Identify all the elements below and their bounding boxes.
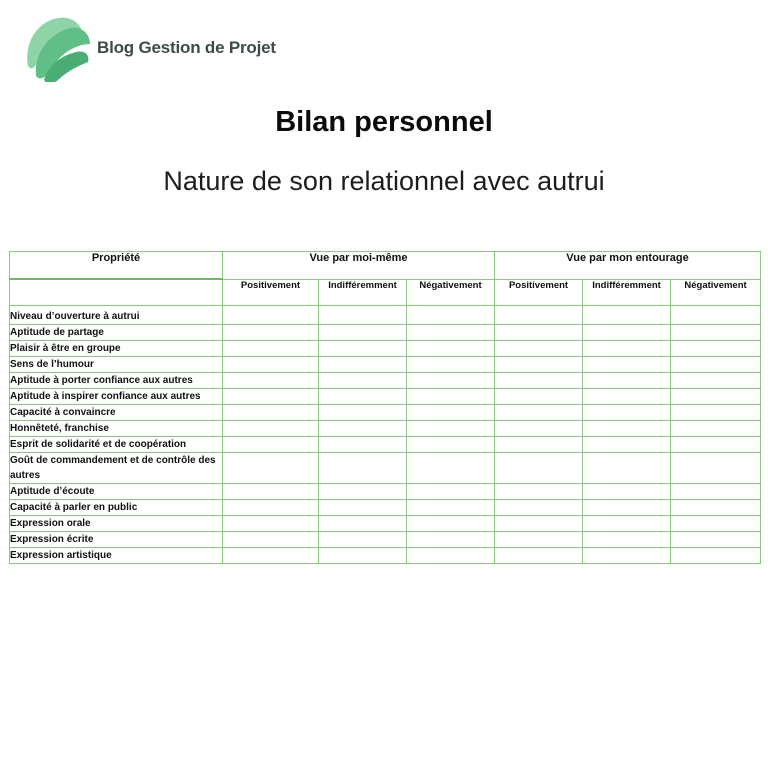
property-label: Honnêteté, franchise	[10, 421, 223, 437]
property-label: Niveau d’ouverture à autrui	[10, 306, 223, 325]
rating-cell-entourage-negative[interactable]	[671, 325, 761, 341]
rating-cell-self-indifferent[interactable]	[319, 484, 407, 500]
rating-cell-entourage-indifferent[interactable]	[583, 357, 671, 373]
rating-cell-entourage-indifferent[interactable]	[583, 405, 671, 421]
rating-cell-self-negative[interactable]	[407, 500, 495, 516]
rating-cell-entourage-indifferent[interactable]	[583, 306, 671, 325]
property-label: Capacité à convaincre	[10, 405, 223, 421]
rating-cell-entourage-negative[interactable]	[671, 357, 761, 373]
table-row	[10, 341, 761, 357]
self-assessment-table	[9, 251, 761, 564]
rating-cell-self-negative[interactable]	[407, 357, 495, 373]
table-row	[10, 357, 761, 373]
rating-cell-self-indifferent[interactable]	[319, 341, 407, 357]
subheader-entourage-positive: Positivement	[495, 279, 583, 306]
property-label: Expression écrite	[10, 532, 223, 548]
rating-cell-self-positive[interactable]	[223, 532, 319, 548]
rating-cell-self-indifferent[interactable]	[319, 500, 407, 516]
rating-cell-self-negative[interactable]	[407, 516, 495, 532]
rating-cell-self-positive[interactable]	[223, 341, 319, 357]
page-title: Bilan personnel	[275, 106, 493, 138]
rating-cell-entourage-negative[interactable]	[671, 341, 761, 357]
subheader-self-negative: Négativement	[407, 279, 495, 306]
subheader-entourage-indifferent: Indifféremment	[583, 279, 671, 306]
rating-cell-entourage-positive[interactable]	[495, 306, 583, 325]
property-label: Expression artistique	[10, 548, 223, 564]
subheader-blank	[10, 279, 223, 306]
rating-cell-entourage-negative[interactable]	[671, 389, 761, 405]
page-subtitle: Nature de son relationnel avec autrui	[163, 166, 605, 196]
rating-cell-entourage-indifferent[interactable]	[583, 373, 671, 389]
rating-cell-self-indifferent[interactable]	[319, 548, 407, 564]
property-label: Esprit de solidarité et de coopération	[10, 437, 223, 453]
property-label: Aptitude à inspirer confiance aux autres	[10, 389, 223, 405]
subheader-self-positive: Positivement	[223, 279, 319, 306]
property-label: Sens de l’humour	[10, 357, 223, 373]
rating-cell-self-negative[interactable]	[407, 484, 495, 500]
rating-cell-self-positive[interactable]	[223, 357, 319, 373]
rating-cell-entourage-positive[interactable]	[495, 405, 583, 421]
table-row	[10, 421, 761, 437]
rating-cell-self-indifferent[interactable]	[319, 532, 407, 548]
table-row	[10, 373, 761, 389]
property-label: Goût de commandement et de contrôle des autres	[10, 453, 223, 484]
rating-cell-self-negative[interactable]	[407, 373, 495, 389]
rating-cell-self-indifferent[interactable]	[319, 389, 407, 405]
rating-cell-self-positive[interactable]	[223, 373, 319, 389]
rating-cell-self-positive[interactable]	[223, 405, 319, 421]
rating-cell-self-negative[interactable]	[407, 389, 495, 405]
leaf-logo-icon	[22, 14, 92, 82]
property-label: Aptitude d’écoute	[10, 484, 223, 500]
rating-cell-self-positive[interactable]	[223, 516, 319, 532]
rating-cell-entourage-negative[interactable]	[671, 306, 761, 325]
rating-cell-self-indifferent[interactable]	[319, 405, 407, 421]
rating-cell-self-indifferent[interactable]	[319, 325, 407, 341]
rating-cell-entourage-negative[interactable]	[671, 405, 761, 421]
rating-cell-entourage-positive[interactable]	[495, 325, 583, 341]
rating-cell-entourage-indifferent[interactable]	[583, 516, 671, 532]
rating-cell-self-negative[interactable]	[407, 437, 495, 453]
brand-name: Blog Gestion de Projet	[97, 38, 276, 57]
rating-cell-self-negative[interactable]	[407, 421, 495, 437]
rating-cell-self-positive[interactable]	[223, 306, 319, 325]
rating-cell-self-positive[interactable]	[223, 484, 319, 500]
rating-cell-entourage-positive[interactable]	[495, 484, 583, 500]
rating-cell-entourage-indifferent[interactable]	[583, 484, 671, 500]
table-row	[10, 453, 761, 484]
rating-cell-entourage-negative[interactable]	[671, 437, 761, 453]
rating-cell-self-indifferent[interactable]	[319, 516, 407, 532]
property-label: Expression orale	[10, 516, 223, 532]
rating-cell-self-indifferent[interactable]	[319, 373, 407, 389]
rating-cell-entourage-positive[interactable]	[495, 453, 583, 484]
property-label: Plaisir à être en groupe	[10, 341, 223, 357]
header-property: Propriété	[10, 252, 223, 280]
table-row	[10, 516, 761, 532]
header-group-self: Vue par moi-même	[223, 252, 495, 280]
rating-cell-self-positive[interactable]	[223, 389, 319, 405]
rating-cell-entourage-indifferent[interactable]	[583, 500, 671, 516]
rating-cell-entourage-negative[interactable]	[671, 548, 761, 564]
table-row	[10, 405, 761, 421]
rating-cell-entourage-indifferent[interactable]	[583, 453, 671, 484]
rating-cell-self-indifferent[interactable]	[319, 306, 407, 325]
rating-cell-self-negative[interactable]	[407, 532, 495, 548]
table-row	[10, 389, 761, 405]
table-row	[10, 532, 761, 548]
rating-cell-entourage-positive[interactable]	[495, 357, 583, 373]
rating-cell-self-indifferent[interactable]	[319, 453, 407, 484]
header-group-entourage: Vue par mon entourage	[495, 252, 761, 280]
rating-cell-entourage-indifferent[interactable]	[583, 341, 671, 357]
rating-cell-self-positive[interactable]	[223, 453, 319, 484]
rating-cell-entourage-positive[interactable]	[495, 516, 583, 532]
rating-cell-self-positive[interactable]	[223, 437, 319, 453]
rating-cell-entourage-indifferent[interactable]	[583, 548, 671, 564]
rating-cell-self-positive[interactable]	[223, 548, 319, 564]
property-label: Aptitude de partage	[10, 325, 223, 341]
subheader-self-indifferent: Indifféremment	[319, 279, 407, 306]
rating-cell-entourage-positive[interactable]	[495, 437, 583, 453]
rating-cell-self-negative[interactable]	[407, 453, 495, 484]
rating-cell-self-negative[interactable]	[407, 341, 495, 357]
rating-cell-entourage-negative[interactable]	[671, 532, 761, 548]
rating-cell-entourage-positive[interactable]	[495, 389, 583, 405]
rating-cell-entourage-indifferent[interactable]	[583, 532, 671, 548]
rating-cell-entourage-positive[interactable]	[495, 373, 583, 389]
brand-logo	[22, 14, 276, 82]
rating-cell-self-positive[interactable]	[223, 325, 319, 341]
rating-cell-entourage-positive[interactable]	[495, 341, 583, 357]
rating-cell-entourage-indifferent[interactable]	[583, 421, 671, 437]
rating-cell-entourage-negative[interactable]	[671, 421, 761, 437]
property-label: Capacité à parler en public	[10, 500, 223, 516]
table-body	[10, 306, 761, 564]
table-row	[10, 325, 761, 341]
rating-cell-entourage-positive[interactable]	[495, 532, 583, 548]
rating-cell-self-positive[interactable]	[223, 500, 319, 516]
rating-cell-entourage-indifferent[interactable]	[583, 325, 671, 341]
rating-cell-entourage-negative[interactable]	[671, 516, 761, 532]
rating-cell-self-positive[interactable]	[223, 421, 319, 437]
table-row	[10, 484, 761, 500]
rating-cell-entourage-negative[interactable]	[671, 484, 761, 500]
rating-cell-self-negative[interactable]	[407, 405, 495, 421]
rating-cell-self-negative[interactable]	[407, 325, 495, 341]
subheader-entourage-negative: Négativement	[671, 279, 761, 306]
table-row	[10, 437, 761, 453]
rating-cell-self-negative[interactable]	[407, 306, 495, 325]
rating-cell-entourage-indifferent[interactable]	[583, 389, 671, 405]
table-row	[10, 548, 761, 564]
rating-cell-self-negative[interactable]	[407, 548, 495, 564]
rating-cell-entourage-positive[interactable]	[495, 500, 583, 516]
rating-cell-entourage-negative[interactable]	[671, 373, 761, 389]
rating-cell-self-indifferent[interactable]	[319, 421, 407, 437]
rating-cell-entourage-positive[interactable]	[495, 548, 583, 564]
property-label: Aptitude à porter confiance aux autres	[10, 373, 223, 389]
rating-cell-self-indifferent[interactable]	[319, 437, 407, 453]
rating-cell-entourage-negative[interactable]	[671, 500, 761, 516]
table-row	[10, 306, 761, 325]
rating-cell-entourage-indifferent[interactable]	[583, 437, 671, 453]
rating-cell-entourage-positive[interactable]	[495, 421, 583, 437]
table-row	[10, 500, 761, 516]
rating-cell-entourage-negative[interactable]	[671, 453, 761, 484]
rating-cell-self-indifferent[interactable]	[319, 357, 407, 373]
